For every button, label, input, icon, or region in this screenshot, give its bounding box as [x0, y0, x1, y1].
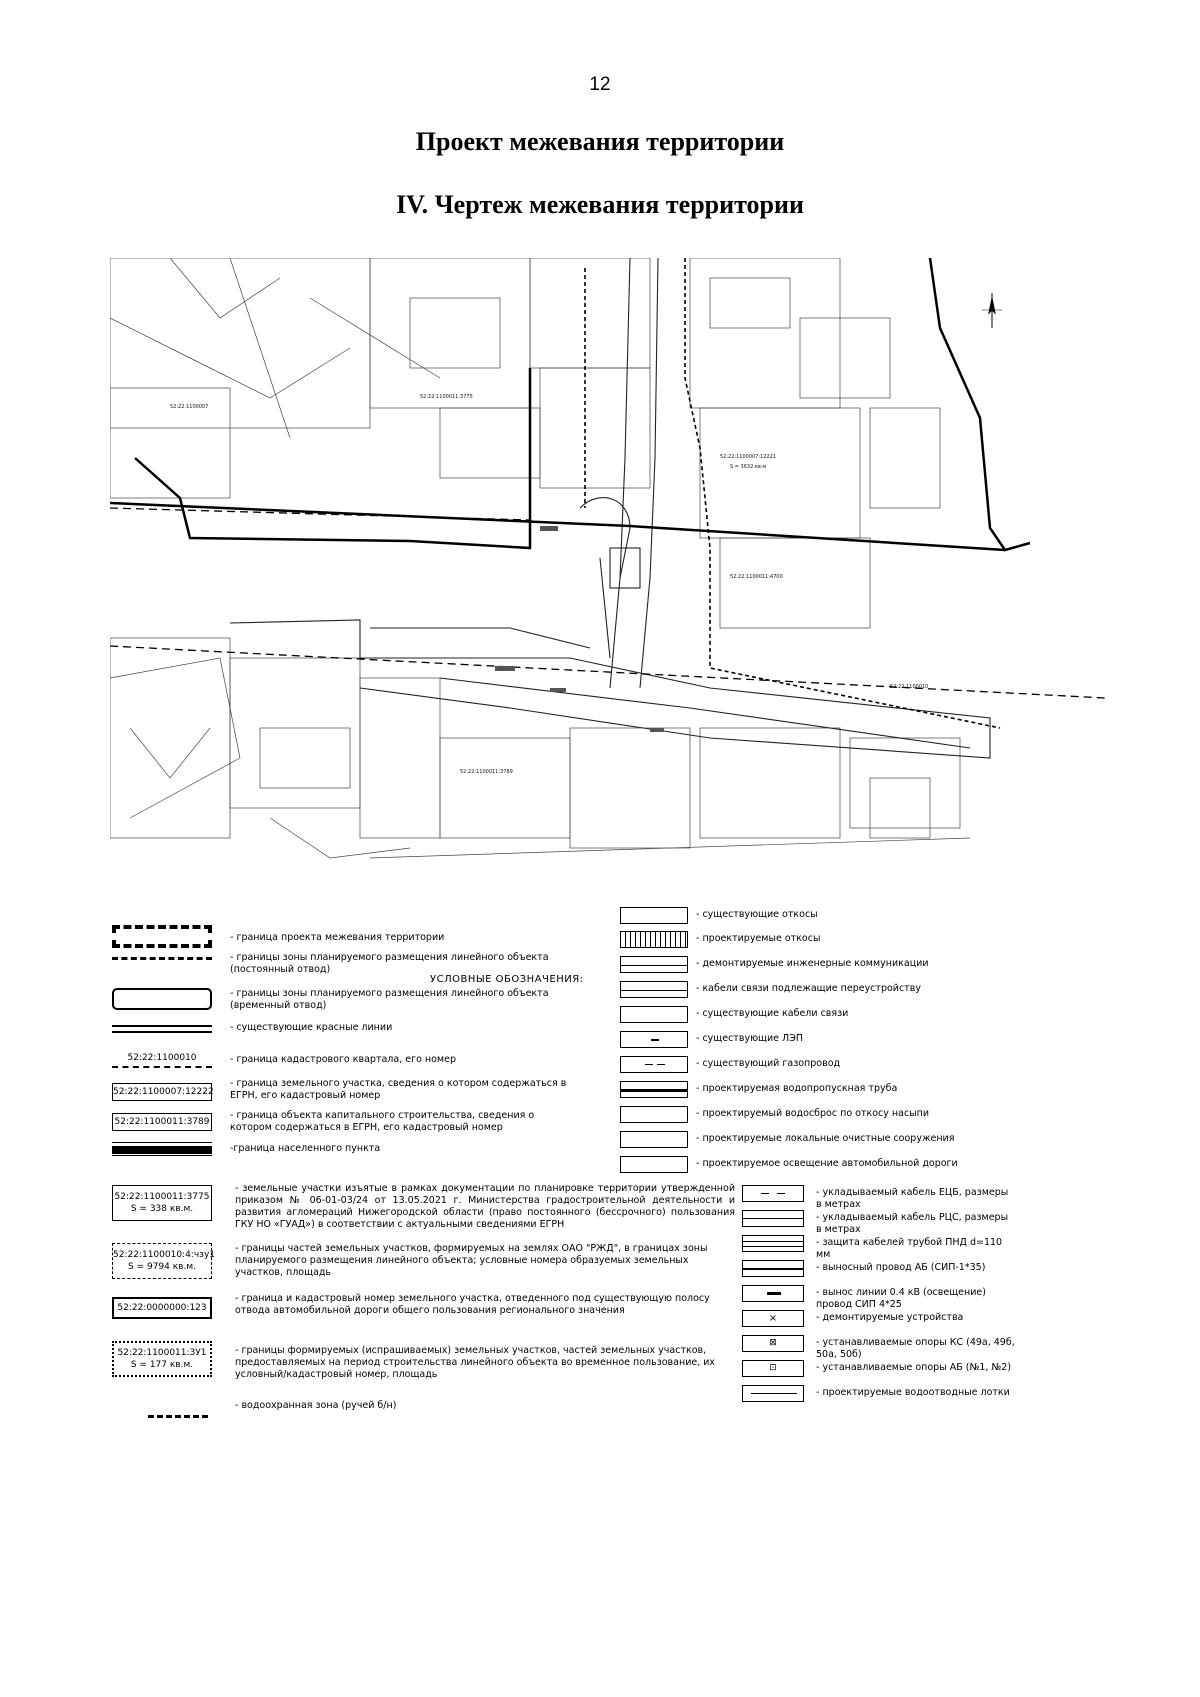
map-label-marks	[495, 526, 664, 732]
legend-text: - проектируемая водопропускная труба	[696, 1083, 898, 1094]
legend-text: - существующие откосы	[696, 909, 818, 920]
legend-text: - проектируемые откосы	[696, 933, 821, 944]
existing-slopes-symbol	[620, 907, 688, 924]
temporary-plot-area: S = 177 кв.м.	[130, 1360, 194, 1370]
legend-text: - укладываемый кабель РЦС, размеры в метрах	[816, 1212, 1009, 1235]
pnd-pipe-symbol	[742, 1235, 804, 1252]
legend-text: - граница объекта капитального строительства, сведения о котором содержаться в ЕГРН, его кадастровый номер	[230, 1110, 535, 1133]
lighting-line-symbol	[742, 1285, 804, 1302]
legend-text: - земельные участки изъятые в рамках документации по планировке территории утвержденной приказом № 06-01-03/24 от 13.05.2021 г. Министерства градостроительной деятельности и развития агломераций Нижегородской области (право постоянного (бессрочного) пользования ГКУ НО «ГУАД») в соответствии с актуальными сведениями ЕГРН	[235, 1183, 735, 1230]
legend-text: -граница населенного пункта	[230, 1143, 381, 1154]
spillway-symbol	[620, 1106, 688, 1123]
legend-text: - существующие ЛЭП	[696, 1033, 803, 1044]
land-plot-symbol: 52:22:1100007:12222	[112, 1083, 212, 1101]
cadastral-parcels	[110, 258, 970, 858]
svg-text:52:22:1100007:12221: 52:22:1100007:12221	[720, 454, 776, 460]
existing-cables-symbol	[620, 1006, 688, 1023]
rzd-plot-area: S = 9794 кв.м.	[128, 1262, 196, 1272]
settlement-border-symbol	[112, 1142, 212, 1156]
ecb-cable-symbol	[742, 1185, 804, 1202]
treatment-facility-symbol	[620, 1131, 688, 1148]
power-line-symbol	[620, 1031, 688, 1048]
legend-text: - демонтируемые инженерные коммуникации	[696, 958, 929, 969]
legend-text: - укладываемый кабель ЕЦБ, размеры в метрах	[816, 1187, 1009, 1210]
seized-plot-area: S = 338 кв.м.	[130, 1204, 194, 1214]
legend-text: - устанавливаемые опоры КС (49а, 49б, 50а, 50б)	[816, 1337, 1015, 1360]
ks-support-symbol: ⊠	[742, 1335, 804, 1352]
svg-text:52:22:1100011:3789: 52:22:1100011:3789	[460, 769, 513, 775]
drawing-title: IV. Чертеж межевания территории	[396, 190, 804, 219]
legend-title: УСЛОВНЫЕ ОБОЗНАЧЕНИЯ:	[430, 974, 584, 985]
legend-text: - существующие кабели связи	[696, 1008, 849, 1019]
legend-text: - проектируемое освещение автомобильной дороги	[696, 1158, 958, 1169]
seized-plot-symbol	[112, 1185, 212, 1221]
legend-text: - граница проекта межевания территории	[230, 932, 445, 943]
legend-text: - границы зоны планируемого размещения линейного объекта (постоянный отвод)	[230, 952, 549, 975]
page-number: 12	[589, 74, 611, 95]
legend-text: - граница и кадастровый номер земельного участка, отведенного под существующую полосу отвода автомобильной дороги общего пользования регионального значения	[235, 1293, 710, 1316]
legend-text: - проектируемые локальные очистные сооружения	[696, 1133, 955, 1144]
legend-text: - проектируемый водосброс по откосу насыпи	[696, 1108, 930, 1119]
dismantled-utilities-symbol	[620, 956, 688, 973]
legend-text: - границы формируемых (испрашиваемых) земельных участков, частей земельных участков, предоставляемых на период строительства линейного объекта во временное пользование, их условный/кадастровый номер, площадь	[235, 1345, 716, 1380]
cadastral-quarter-symbol: 52:22:1100010	[112, 1050, 212, 1068]
legend-text: - защита кабелей трубой ПНД d=110 мм	[816, 1237, 1003, 1260]
legend-text: - границы частей земельных участков, формируемых на землях ОАО "РЖД", в границах зоны планируемого размещения линейного объекта; условные номера образуемых земельных участков, площадь	[235, 1243, 708, 1278]
rzd-plot-code: 52:22:1100010:4:чзу1	[113, 1250, 215, 1260]
relocated-cables-symbol	[620, 981, 688, 998]
map-labels	[170, 394, 928, 775]
legend-text: - водоохранная зона (ручей б/н)	[235, 1400, 397, 1411]
legend-text: - кабели связи подлежащие переустройству	[696, 983, 921, 994]
culvert-symbol	[620, 1081, 688, 1098]
svg-text:52:22:1100011:3775: 52:22:1100011:3775	[420, 394, 473, 400]
legend-text: - граница земельного участка, сведения о котором содержаться в ЕГРН, его кадастровый номер	[230, 1078, 567, 1101]
land-survey-drawing	[110, 258, 1105, 938]
settlement-border	[110, 258, 1030, 550]
survey-project-border	[585, 258, 1000, 728]
temporary-allotment-symbol	[112, 988, 212, 1010]
road-allotment-symbol: 52:22:0000000:123	[112, 1297, 212, 1319]
gas-pipe-symbol	[620, 1056, 688, 1073]
legend-text: - устанавливаемые опоры АБ (№1, №2)	[816, 1362, 1012, 1373]
legend-text: - проектируемые водоотводные лотки	[816, 1387, 1010, 1398]
designed-slopes-symbol	[620, 931, 688, 948]
legend-text: - вынос линии 0.4 кВ (освещение) провод СИП 4*25	[816, 1287, 986, 1310]
legend-text: - границы зоны планируемого размещения линейного объекта (временный отвод)	[230, 988, 549, 1011]
legend-text: - граница кадастрового квартала, его номер	[230, 1054, 456, 1065]
svg-text:52:22:1100010: 52:22:1100010	[890, 684, 929, 690]
ab-wire-symbol	[742, 1260, 804, 1277]
north-arrow-icon	[982, 293, 1002, 328]
legend-text: - демонтируемые устройства	[816, 1312, 964, 1323]
svg-text:52:22:1100011:4700: 52:22:1100011:4700	[730, 574, 783, 580]
dismantled-device-symbol: ×	[742, 1310, 804, 1327]
rzd-plot-part-symbol	[112, 1243, 215, 1279]
capital-object-symbol: 52:22:1100011:3789	[112, 1113, 212, 1131]
legend-text: - существующие красные линии	[230, 1022, 393, 1033]
ab-support-symbol: ⊡	[742, 1360, 804, 1377]
temporary-plot-symbol	[112, 1341, 212, 1377]
legend-text: - выносный провод АБ (СИП-1*35)	[816, 1262, 986, 1273]
legend-text: - существующий газопровод	[696, 1058, 841, 1069]
seized-plot-code: 52:22:1100011:3775	[114, 1192, 210, 1202]
red-lines-symbol	[112, 1025, 212, 1033]
temporary-plot-code: 52:22:1100011:ЗУ1	[117, 1348, 207, 1358]
survey-border-symbol	[112, 925, 212, 948]
svg-text:S = 3632 кв.м: S = 3632 кв.м	[730, 464, 767, 470]
permanent-allotment-symbol	[112, 957, 212, 960]
rcs-cable-symbol	[742, 1210, 804, 1227]
cadastral-quarter-border	[110, 508, 1105, 698]
water-protection-zone-symbol	[148, 1415, 208, 1418]
road-lighting-symbol	[620, 1156, 688, 1173]
svg-text:52:22:1100007: 52:22:1100007	[170, 404, 209, 410]
drainage-tray-symbol	[742, 1385, 804, 1402]
page-title: Проект межевания территории	[415, 127, 785, 156]
